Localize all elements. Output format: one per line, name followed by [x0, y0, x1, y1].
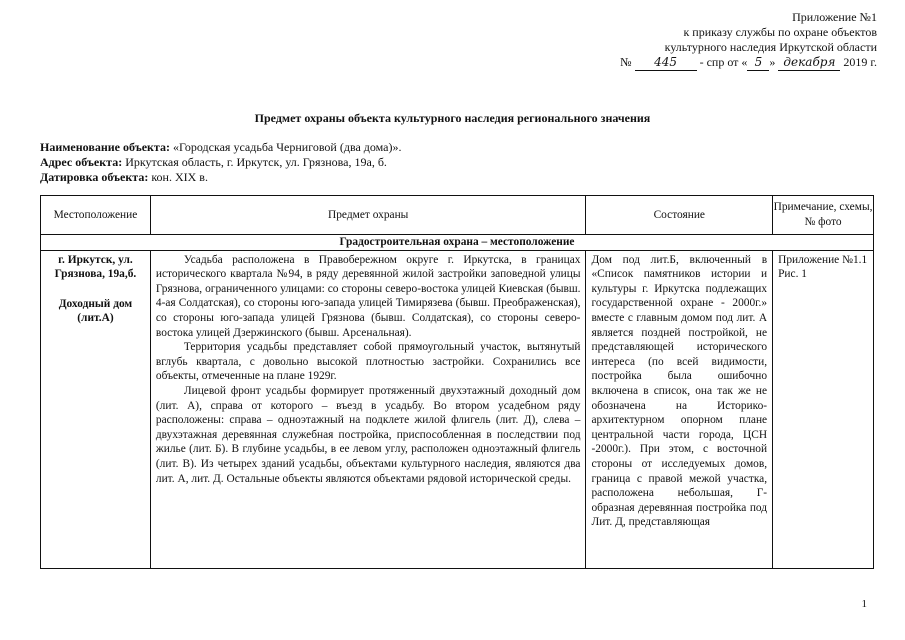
- appendix-header: [457, 10, 877, 71]
- object-name-label: Наименование объекта:: [40, 140, 170, 154]
- object-address-label: Адрес объекта:: [40, 155, 123, 169]
- document-title: Предмет охраны объекта культурного наследия регионального значения: [254, 111, 651, 125]
- order-no-value: 445: [635, 55, 697, 71]
- object-address-value: Иркутская область, г. Иркутск, ул. Грязнова, 19а, б.: [122, 155, 387, 169]
- subject-paragraph: Лицевой фронт усадьбы формирует протяженный двухэтажный доходный дом (лит. А), справа от которого – въезд в усадьбу. Во втором усадебном ряду расположены: справа – одноэтажный на подклете жилой флигель (лит. Д), слева – двухэтажная деревянная служебная постройка, приспособленная в последствии под жилье (лит. Б). В глубине усадьбы, в ее левом углу, расположен одноэтажный флигель (лит. В). Из четырех зданий усадьбы, объектами культурного наследия, являются два лит. А, лит. Д. Остальные объекты являются объектами рядовой исторической среды.: [155, 384, 581, 485]
- object-meta: [40, 140, 402, 185]
- object-date-value: кон. XIX в.: [148, 170, 208, 184]
- subject-cell: [150, 250, 586, 568]
- object-address-line: [40, 155, 402, 170]
- section-row: [41, 235, 874, 251]
- location-building: Доходный дом (лит.А): [58, 297, 133, 325]
- note-figure: Рис. 1: [778, 268, 807, 281]
- header-note: Примечание, схемы, № фото: [773, 196, 874, 235]
- header-location: Местоположение: [41, 196, 151, 235]
- appendix-line2: к приказу службы по охране объектов: [683, 25, 877, 39]
- condition-cell: Дом под лит.Б, включенный в «Список памятников истории и культуры г. Иркутска подлежащих государственной охране - 2000г.» вместе с главным домом под лит. А является поздней постройкой, не представляющей исторического интереса (по всей видимости, постройка была ошибочно включена в список, она так же не обозначена на Историко-архитектурном опорном плане центральной части города, ЦСН -2000г.). При этом, с восточной стороны от исследуемых домов, граница с правой межой участка, расположена небольшая, Г-образная деревянная постройка под Лит. Д, представляющая: [586, 250, 773, 568]
- location-address: г. Иркутск, ул. Грязнова, 19а,б.: [54, 253, 137, 281]
- note-appendix: Приложение №1.1: [778, 253, 868, 266]
- order-number-line: № 445 - спр от « 5 » декабря 2019 г.: [620, 55, 877, 69]
- table-header-row: [41, 196, 874, 235]
- object-name-line: [40, 140, 402, 155]
- protection-table: [40, 195, 874, 569]
- order-no-label: №: [620, 55, 632, 69]
- appendix-line3: культурного наследия Иркутской области: [664, 40, 877, 54]
- order-year: 2019 г.: [843, 55, 877, 69]
- location-cell: [41, 250, 151, 568]
- order-month: декабря: [778, 55, 840, 71]
- header-subject: Предмет охраны: [150, 196, 586, 235]
- appendix-line1: Приложение №1: [792, 10, 877, 24]
- object-name-value: «Городская усадьба Черниговой (два дома)».: [169, 140, 402, 154]
- order-day: 5: [747, 55, 769, 71]
- object-date-line: [40, 170, 402, 185]
- header-condition: Состояние: [586, 196, 773, 235]
- note-cell: [773, 250, 874, 568]
- section-title: Градостроительная охрана – местоположение: [41, 235, 874, 251]
- table-row: [41, 250, 874, 568]
- page-number: 1: [861, 598, 867, 610]
- object-date-label: Датировка объекта:: [40, 170, 149, 184]
- subject-paragraph: Усадьба расположена в Правобережном округе г. Иркутска, в границах исторического квартала №94, в ряду деревянной жилой застройки заповедной улицы Грязнова, ограниченного улицами: со стороны северо-востока улицей Киевская (бывш. 4-ая Солдатская), со стороны юго-запада улицей Тимирязева (бывш. Преображенская), со стороны юго-запада улицей Грязнова (бывш. Солдатская), со стороны северо-востока улицей Дзержинского (бывш. Арсенальная).: [155, 253, 581, 339]
- subject-paragraph: Территория усадьбы представляет собой прямоугольный участок, вытянутый вглубь квартала, с довольно высокой плотностью застройки. Сохранились все объекты, отмеченные на плане 1929г.: [155, 341, 581, 383]
- order-spr: - спр от «: [699, 55, 748, 69]
